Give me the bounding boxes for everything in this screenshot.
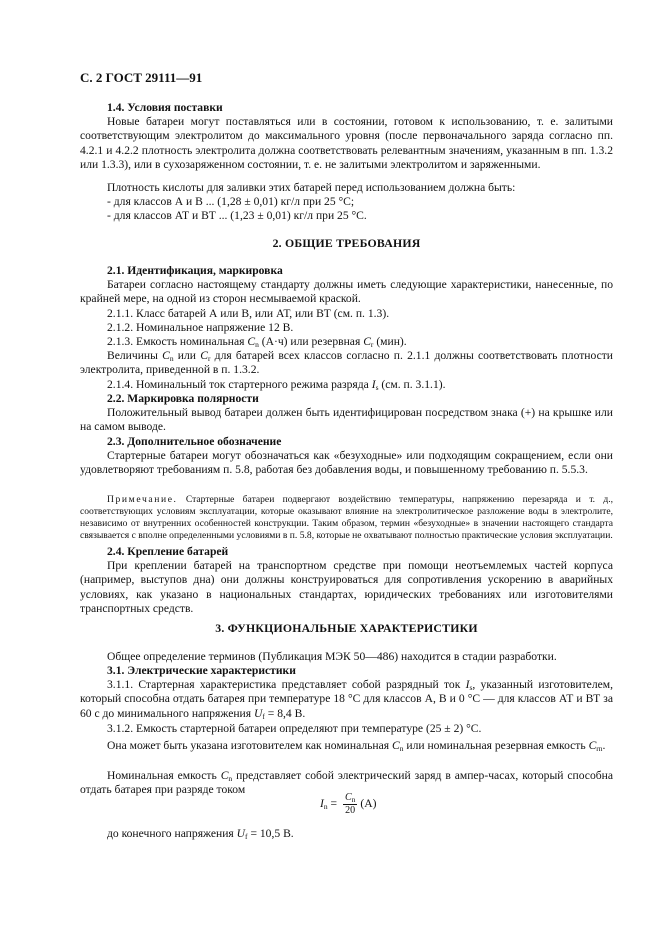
item-3-1-2: 3.1.2. Емкость стартерной батареи определяют при температуре (25 ± 2) °С. xyxy=(107,722,482,735)
capacity-values-paragraph: Величины $C_n$ или $C_r$ для батарей всех классов согласно п. 2.1.1 должны соответствовать плотности электролита, приведенной в п. 1.3.2. xyxy=(80,349,613,377)
section-2-4-title: 2.4. Крепление батарей xyxy=(107,545,229,558)
density-item-at-bt: - для классов АТ и ВТ ... (1,23 ± 0,01) кг/л при 25 °С. xyxy=(107,209,367,222)
item-2-1-1: 2.1.1. Класс батарей А или В, или АТ, или ВТ (см. п. 1.3). xyxy=(107,307,390,320)
item-3-1-1: 3.1.1. Стартерная характеристика представляет собой разрядный ток $I_s$, указанный изготовителем, который способна отдать батарея при температуре 18 °С для классов А, В и 0 °С — для классов АТ и ВТ за 60 с до минимального напряжения $U_f = 8,4$ В. xyxy=(80,678,613,721)
section-2-heading: 2. ОБЩИЕ ТРЕБОВАНИЯ xyxy=(272,236,421,250)
note-paragraph: Примечание. Стартерные батареи подвергают воздействию температуры, напряжению перезаряда и т. д., соответствующих условиям эксплуатации, которые оказывают влияние на электролитическое разложение воды в электролите, независимо от внутренних особенностей конструкции. Таким образом, термин «безуходные» в значении настоящего стандарта связывается с вполне определенными условиями в п. 5.8, которые не охватывают полностью практические условия эксплуатации. xyxy=(80,494,613,542)
section-2-2-paragraph: Положительный вывод батареи должен быть идентифицирован посредством знака (+) на крышке или на самом выводе. xyxy=(80,406,613,434)
section-2-2-title: 2.2. Маркировка полярности xyxy=(107,392,259,405)
discharge-current-formula: $I_n$ = $\frac{C_n}{20}$ (А) xyxy=(320,792,377,816)
section-2-4-paragraph: При креплении батарей на транспортном средстве при помощи неотъемлемых частей корпуса (например, выступов дна) они должны конструироваться для сопротивления ускорению в аварийных условиях, как указано в национальных стандартах, юридических требованиях или изготовителями транспортных средств. xyxy=(80,559,613,616)
acid-density-intro: Плотность кислоты для заливки этих батарей перед использованием должна быть: xyxy=(107,181,516,194)
section-1-4-title: 1.4. Условия поставки xyxy=(107,101,223,114)
nominal-capacity-paragraph: Номинальная емкость $C_n$ представляет собой электрический заряд в ампер-часах, который способна отдать батарея при разряде током xyxy=(80,769,614,797)
density-item-a-b: - для классов А и В ... (1,28 ± 0,01) кг/л при 25 °С; xyxy=(107,195,355,208)
section-3-intro: Общее определение терминов (Публикация МЭК 50—486) находится в стадии разработки. xyxy=(107,650,557,663)
item-2-1-3: 2.1.3. Емкость номинальная $C_n$ (А·ч) или резервная $C_r$ (мин). xyxy=(107,335,407,349)
note-label: Примечание. xyxy=(107,494,178,505)
section-2-3-title: 2.3. Дополнительное обозначение xyxy=(107,435,282,448)
item-2-1-2: 2.1.2. Номинальное напряжение 12 В. xyxy=(107,321,294,334)
section-3-1-title: 3.1. Электрические характеристики xyxy=(107,664,296,677)
page-header: С. 2 ГОСТ 29111—91 xyxy=(80,70,203,85)
section-2-1-paragraph: Батареи согласно настоящему стандарту должны иметь следующие характеристики, нанесенные, по крайней мере, на одной из сторон несмываемой краской. xyxy=(80,278,613,306)
capacity-type-paragraph: Она может быть указана изготовителем как номинальная $C_n$ или номинальная резервная емкость $C_{rn}$. xyxy=(107,739,606,753)
section-2-1-title: 2.1. Идентификация, маркировка xyxy=(107,264,283,277)
section-2-3-paragraph: Стартерные батареи могут обозначаться как «безуходные» или подходящим сокращением, если они удовлетворяют требованиям п. 5.8, работая без добавления воды, и повышенному требованию п. 5.5.3. xyxy=(80,449,613,477)
final-voltage-paragraph: до конечного напряжения $U_f = 10,5$ В. xyxy=(107,827,294,841)
section-1-4-paragraph: Новые батареи могут поставляться или в состоянии, готовом к использованию, т. е. залитыми соответствующим электролитом до максимального уровня (после первоначального заряда согласно пп. 4.2.1 и 4.2.2 плотность электролита должна соответствовать релевантным значениям, указанным в пп. 1.3.2 или 1.3.3), или в сухозаряженном состоянии, т. е. не залитыми электролитом и заряженными. xyxy=(80,115,613,172)
formula-fraction: $\frac{C_n}{20}$ xyxy=(344,792,356,816)
section-3-heading: 3. ФУНКЦИОНАЛЬНЫЕ ХАРАКТЕРИСТИКИ xyxy=(215,621,478,635)
item-2-1-4: 2.1.4. Номинальный ток стартерного режима разряда $I_s$ (см. п. 3.1.1). xyxy=(107,378,446,392)
